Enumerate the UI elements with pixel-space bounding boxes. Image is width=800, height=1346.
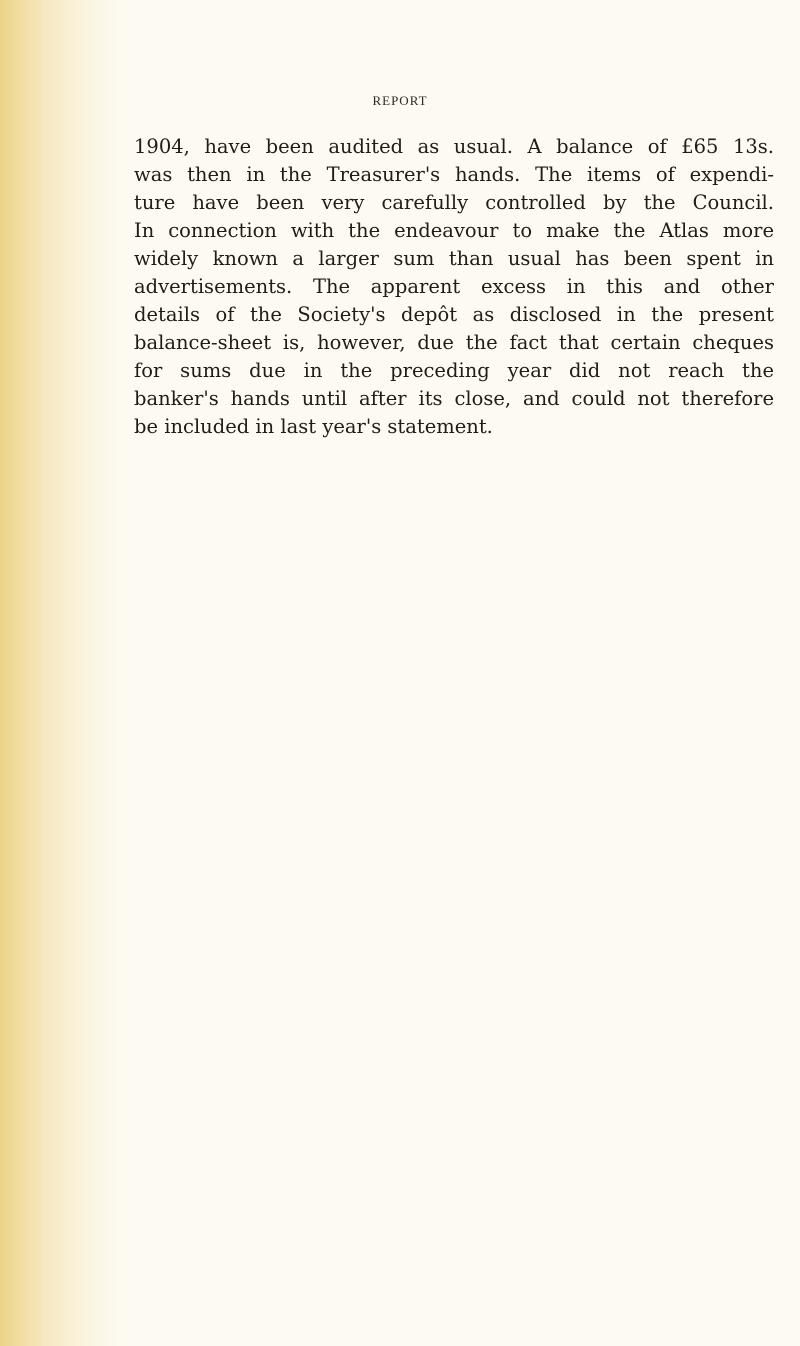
text-line: balance-sheet is, however, due the fact that certain cheques — [134, 331, 774, 354]
text-line: ture have been very carefully controlled by the Council. — [134, 191, 774, 214]
text-line: banker's hands until after its close, and could not therefore — [134, 387, 774, 410]
text-line: details of the Society's depôt as disclosed in the present — [134, 303, 774, 326]
text-line: be included in last year's statement. — [134, 415, 493, 438]
body-paragraph — [134, 133, 774, 441]
text-line: was then in the Treasurer's hands. The items of expendi- — [134, 163, 774, 186]
text-line: advertisements. The apparent excess in this and other — [134, 275, 774, 298]
text-line: for sums due in the preceding year did not reach the — [134, 359, 774, 382]
text-line: 1904, have been audited as usual. A balance of £65 13s. — [134, 135, 774, 158]
text-line: widely known a larger sum than usual has been spent in — [134, 247, 774, 270]
text-line: In connection with the endeavour to make the Atlas more — [134, 219, 774, 242]
running-head: REPORT — [372, 93, 428, 108]
